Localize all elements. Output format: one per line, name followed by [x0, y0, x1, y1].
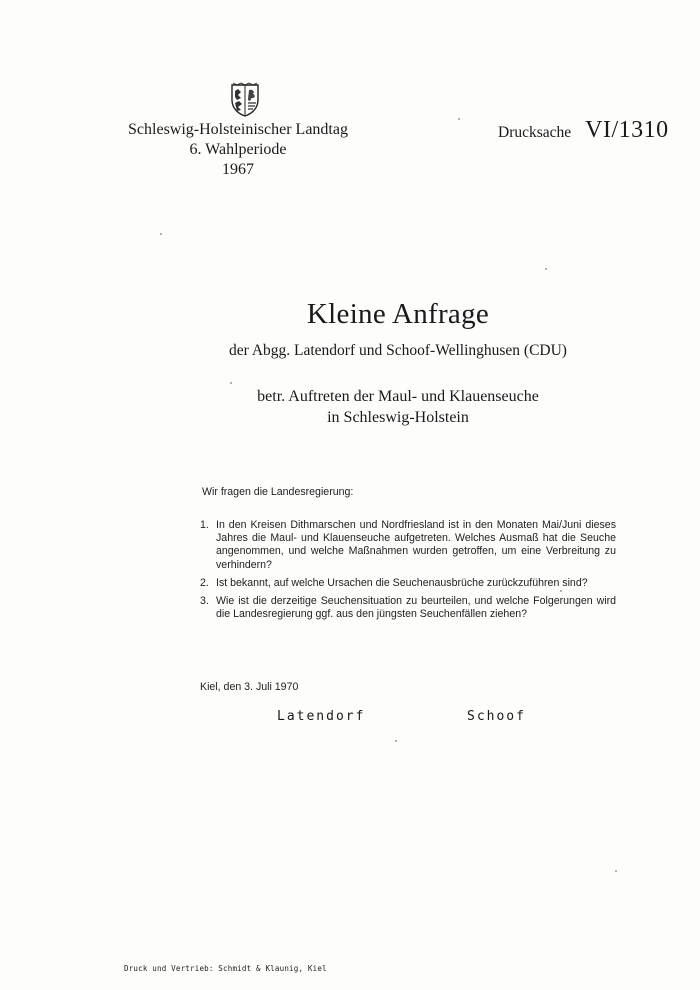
subject-line-2: in Schleswig-Holstein	[327, 409, 469, 426]
question-number: 1.	[200, 519, 209, 531]
document-title: Kleine Anfrage	[306, 298, 490, 330]
document-subject	[220, 386, 576, 428]
scan-speck	[560, 590, 562, 592]
signature-schoof: Schoof	[467, 709, 526, 724]
question-number: 3.	[200, 595, 209, 608]
place-and-date: Kiel, den 3. Juli 1970	[200, 681, 299, 693]
scan-speck	[458, 118, 460, 120]
question-item	[200, 577, 616, 590]
signature-latendorf: Latendorf	[277, 709, 366, 724]
state-coat-of-arms-icon	[229, 82, 261, 118]
question-item	[200, 519, 616, 572]
printer-imprint: Druck und Vertrieb: Schmidt & Klaunig, Kiel	[124, 964, 327, 973]
scan-speck	[615, 870, 617, 872]
question-intro: Wir fragen die Landesregierung:	[202, 486, 354, 498]
question-item	[200, 595, 616, 621]
question-list	[200, 519, 616, 626]
subject-line-1: betr. Auftreten der Maul- und Klauenseuche	[257, 388, 539, 405]
election-period: 6. Wahlperiode	[189, 141, 287, 158]
parliament-name: Schleswig-Holsteinischer Landtag	[128, 121, 348, 138]
parliament-header	[118, 120, 358, 180]
period-year: 1967	[222, 161, 254, 178]
scan-speck	[230, 382, 232, 384]
question-text: Wie ist die derzeitige Seuchensituation zu beurteilen, und welche Folgerungen wird die Landesregierung ggf. aus den jüngsten Seuchenfällen ziehen?	[216, 595, 616, 621]
document-subtitle: der Abgg. Latendorf und Schoof-Wellinghusen (CDU)	[229, 342, 567, 359]
document-reference	[498, 117, 669, 144]
scan-speck	[160, 233, 162, 235]
scan-speck	[545, 268, 547, 270]
question-text: In den Kreisen Dithmarschen und Nordfriesland ist in den Monaten Mai/Juni dieses Jahres die Maul- und Klauenseuche aufgetreten. Welches Ausmaß hat die Seuche angenommen, und welche Maßnahmen wurden getroffen, um eine Verbreitung zu verhindern?	[216, 519, 616, 571]
scan-speck	[395, 740, 397, 742]
document-label: Drucksache	[498, 124, 572, 141]
document-number: VI/1310	[585, 117, 669, 143]
question-number: 2.	[200, 576, 209, 589]
question-text: Ist bekannt, auf welche Ursachen die Seuchenausbrüche zurückzuführen sind?	[216, 576, 588, 589]
